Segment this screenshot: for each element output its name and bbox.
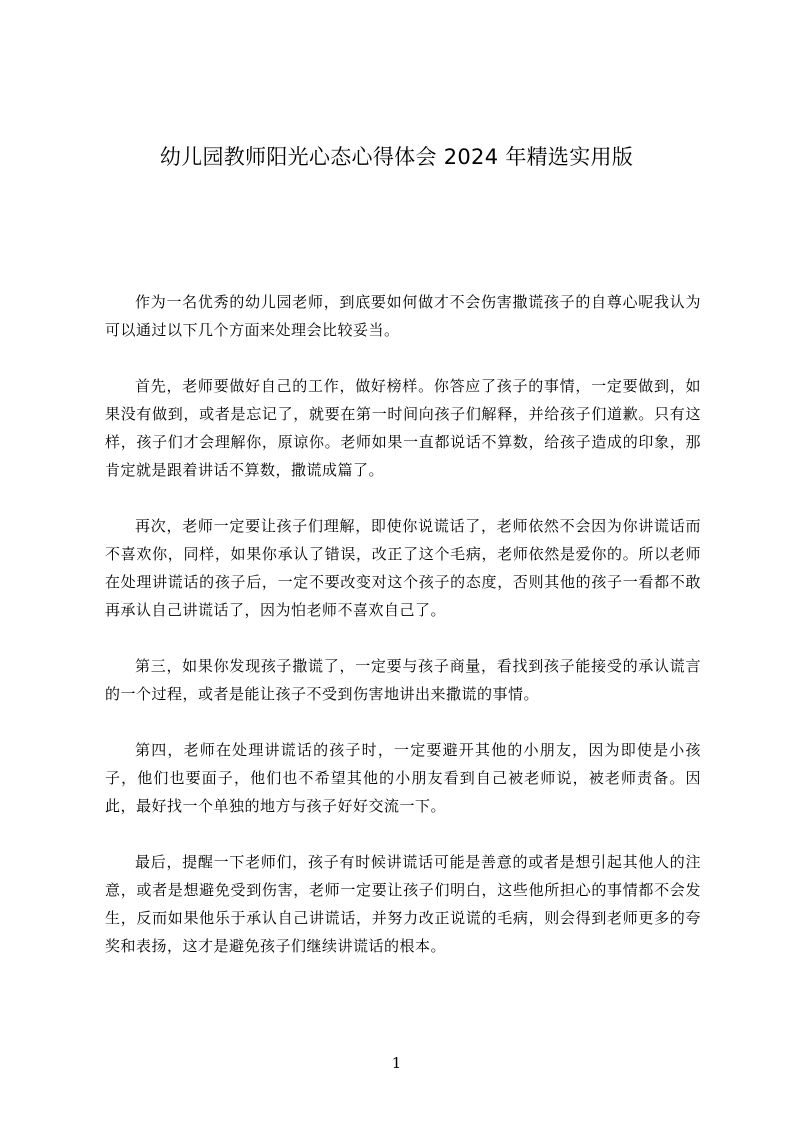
- paragraph: 第四，老师在处理讲谎话的孩子时，一定要避开其他的小朋友，因为即使是小孩子，他们也要面子，他们也不希望其他的小朋友看到自己被老师说，被老师责备。因此，最好找一个单独的地方与孩子好好交流一下。: [105, 741, 701, 815]
- paragraph: 首先，老师要做好自己的工作，做好榜样。你答应了孩子的事情，一定要做到，如果没有做到，或者是忘记了，就要在第一时间向孩子们解释，并给孩子们道歉。只有这样，孩子们才会理解你，原谅你。老师如果一直都说话不算数，给孩子造成的印象，那肯定就是跟着讲话不算数，撒谎成篇了。: [105, 377, 701, 479]
- document-body: [105, 288, 701, 988]
- document-title: 幼儿园教师阳光心态心得体会 2024 年精选实用版: [159, 145, 634, 169]
- paragraph: 最后，提醒一下老师们，孩子有时候讲谎话可能是善意的或者是想引起其他人的注意，或者是想避免受到伤害，老师一定要让孩子们明白，这些他所担心的事情都不会发生，反而如果他乐于承认自己讲谎话，并努力改正说谎的毛病，则会得到老师更多的夸奖和表扬，这才是避免孩子们继续讲谎话的根本。: [105, 853, 701, 955]
- paragraph: 第三，如果你发现孩子撒谎了，一定要与孩子商量，看找到孩子能接受的承认谎言的一个过程，或者是能让孩子不受到伤害地讲出来撒谎的事情。: [105, 657, 701, 703]
- page-number: 1: [391, 1054, 402, 1072]
- paragraph: 作为一名优秀的幼儿园老师，到底要如何做才不会伤害撒谎孩子的自尊心呢我认为可以通过以下几个方面来处理会比较妥当。: [105, 293, 701, 339]
- paragraph: 再次，老师一定要让孩子们理解，即使你说谎话了，老师依然不会因为你讲谎话而不喜欢你，同样，如果你承认了错误，改正了这个毛病，老师依然是爱你的。所以老师在处理讲谎话的孩子后，一定不要改变对这个孩子的态度，否则其他的孩子一看都不敢再承认自己讲谎话了，因为怕老师不喜欢自己了。: [105, 517, 701, 619]
